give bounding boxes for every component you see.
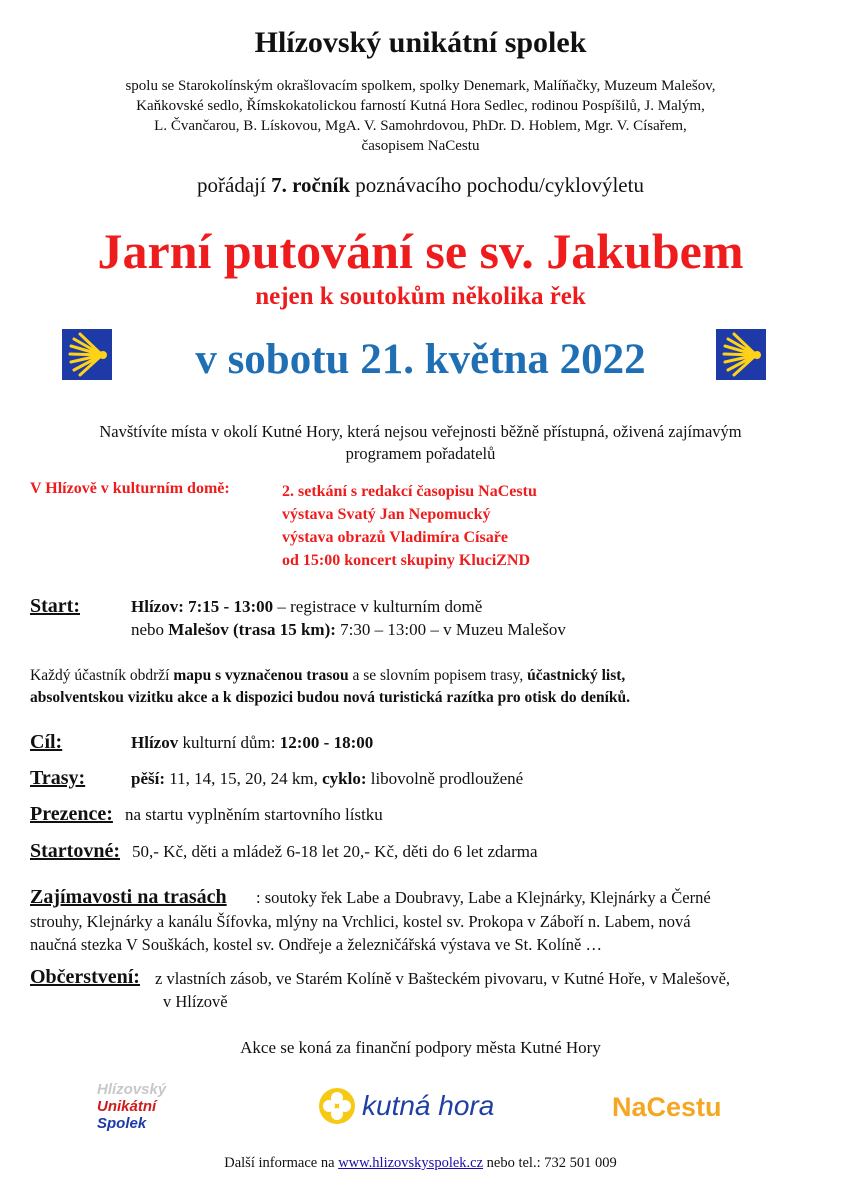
- page-title: Hlízovský unikátní spolek: [254, 26, 587, 59]
- routes-walk-values: 11, 14, 15, 20, 24 km,: [165, 769, 323, 788]
- support-note: Akce se koná za finanční podpory města Kutné Hory: [240, 1038, 601, 1057]
- goal-label: Cíl:: [30, 731, 63, 753]
- event-subtitle: nejen k soutokům několika řek: [255, 283, 586, 310]
- sights-line: naučná stezka V Souškách, kostel sv. Ondřeje a železničářská výstava ve St. Kolíně …: [30, 935, 602, 954]
- start-malesov-time: 7:30 – 13:00: [335, 620, 427, 639]
- partners-text: [0, 76, 841, 156]
- presence-label: Prezence:: [30, 803, 113, 825]
- culture-item: výstava obrazů Vladimíra Císaře: [282, 529, 508, 546]
- organize-line: [0, 173, 841, 198]
- event-title: Jarní putování se sv. Jakubem: [97, 223, 744, 279]
- sights-line: strouhy, Klejnárky a kanálu Šífovka, mlýny na Vrchlici, kostel sv. Prokopa v Záboří n. Labem, nová: [30, 912, 691, 931]
- fee-label: Startovné:: [30, 840, 120, 862]
- routes-walk-label: pěší:: [131, 769, 165, 788]
- routes-cycle-label: cyklo:: [322, 769, 367, 788]
- routes-text: [131, 769, 523, 789]
- start-label: Start:: [30, 595, 80, 617]
- intro-line: Navštívíte místa v okolí Kutné Hory, která nejsou veřejnosti běžně přístupná, oživená zajímavým: [99, 422, 742, 441]
- partners-line: Kaňkovské sedlo, Římskokatolickou farností Kutná Hora Sedlec, rodinou Pospíšilů, J. Malým,: [136, 98, 705, 114]
- refreshments-line: v Hlízově: [163, 992, 228, 1011]
- participant-paragraph: [30, 665, 814, 709]
- sights-line: : soutoky řek Labe a Doubravy, Labe a Klejnárky, Klejnárky a Černé: [256, 888, 711, 907]
- logo-hus-line: Spolek: [97, 1115, 147, 1132]
- partners-line: spolu se Starokolínským okrašlovacím spolkem, spolky Denemark, Malíňačky, Muzeum Malešov,: [125, 78, 716, 94]
- refreshments-line: z vlastních zásob, ve Starém Kolíně v Bašteckém pivovaru, v Kutné Hoře, v Malešově,: [155, 969, 731, 988]
- start-malesov-pre: nebo: [131, 620, 169, 639]
- refreshments-label: Občerstvení:: [30, 966, 140, 988]
- info-phone: nebo tel.: 732 501 009: [483, 1155, 617, 1171]
- routes-label: Trasy:: [30, 767, 86, 789]
- logo-hus-line: Unikátní: [97, 1098, 157, 1115]
- organize-pre: pořádají: [197, 173, 272, 197]
- participant-text: a se slovním popisem trasy,: [348, 667, 528, 684]
- event-date: v sobotu 21. května 2022: [195, 336, 646, 383]
- culture-item: od 15:00 koncert skupiny KluciZND: [282, 552, 531, 569]
- goal-text: [131, 733, 373, 753]
- goal-place: Hlízov: [131, 733, 179, 752]
- goal-time: 12:00 - 18:00: [279, 733, 374, 752]
- start-malesov-place: – v Muzeu Malešov: [426, 620, 566, 639]
- fee-text: 50,- Kč, děti a mládež 6-18 let 20,- Kč, děti do 6 let zdarma: [132, 842, 538, 861]
- organize-year: 7. ročník: [271, 173, 351, 197]
- culture-list: [282, 480, 537, 572]
- contact-info: [0, 1155, 841, 1172]
- sights-label: Zajímavosti na trasách: [30, 886, 227, 908]
- goal-desc: kulturní dům:: [178, 733, 280, 752]
- start-line-malesov: [131, 620, 566, 640]
- participant-map: mapu s vyznačenou trasou: [173, 667, 349, 684]
- participant-list: účastnický list,: [527, 667, 626, 684]
- logo-hus-line: Hlízovský: [97, 1081, 167, 1098]
- kutna-hora-emblem-icon: [318, 1087, 356, 1125]
- website-link[interactable]: www.hlizovskyspolek.cz: [338, 1155, 484, 1171]
- routes-cycle-value: libovolně prodloužené: [366, 769, 524, 788]
- partners-line: časopisem NaCestu: [361, 138, 480, 154]
- participant-text: Každý účastník obdrží: [30, 667, 174, 684]
- organize-post: poznávacího pochodu/cyklovýletu: [350, 173, 644, 197]
- kutna-hora-wordmark: kutná hora: [362, 1090, 495, 1121]
- partners-line: L. Čvančarou, B. Lískovou, MgA. V. Samohrdovou, PhDr. D. Hoblem, Mgr. V. Císařem,: [154, 118, 687, 134]
- scallop-shell-icon: [716, 329, 766, 380]
- culture-item: 2. setkání s redakcí časopisu NaCestu: [282, 483, 537, 500]
- start-line-hlizov: [131, 597, 482, 617]
- hlizovsky-spolek-logo: [95, 1078, 175, 1134]
- start-malesov-route: Malešov (trasa 15 km):: [168, 620, 336, 639]
- culture-label: V Hlízově v kulturním domě:: [30, 480, 230, 497]
- start-hlizov-time: Hlízov: 7:15 - 13:00: [131, 597, 274, 616]
- presence-text: na startu vyplněním startovního lístku: [125, 805, 383, 824]
- kutna-hora-logo: [318, 1086, 494, 1126]
- participant-extras: absolventskou vizitku akce a k dispozici budou nová turistická razítka pro otisk do deníků.: [30, 689, 631, 706]
- start-hlizov-place: – registrace v kulturním domě: [273, 597, 483, 616]
- info-pre: Další informace na: [224, 1155, 339, 1171]
- culture-item: výstava Svatý Jan Nepomucký: [282, 506, 491, 523]
- intro-line: programem pořadatelů: [345, 444, 496, 463]
- intro-text: [0, 421, 841, 465]
- nacestu-logo: NaCestu: [612, 1092, 722, 1122]
